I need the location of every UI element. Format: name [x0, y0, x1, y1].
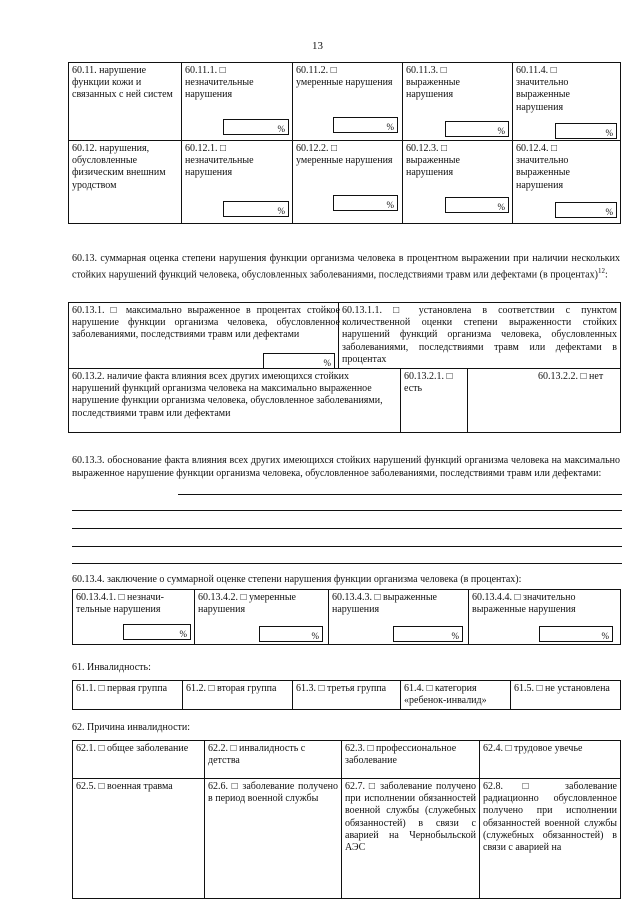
- percent-field[interactable]: %: [445, 197, 509, 213]
- percent-field[interactable]: %: [445, 121, 509, 137]
- option-code: 60.12.1. □: [185, 143, 227, 154]
- percent-field[interactable]: %: [259, 626, 323, 642]
- paragraph-60-13-3: 60.13.3. обоснование факта влияния всех других имеющихся стойких нарушений функций организма человека на максимально выраженное нарушение функции организма человека, обусловленное заболеваниями, последствиями травм или дефектами:: [72, 455, 620, 479]
- option-cell-60-13-1[interactable]: [69, 303, 339, 369]
- option-code: 60.11.2. □: [296, 65, 337, 76]
- percent-field[interactable]: %: [223, 201, 289, 217]
- option-text: 60.13.1. □ максимально выраженное в процентах стойкое нарушение функции организма человека, обусловленное заболеваниями, последствиями травм или дефектами: [72, 305, 340, 341]
- table-row: [69, 303, 621, 369]
- option-cell[interactable]: 62.1. □ общее заболевание: [73, 741, 205, 779]
- heading-60-13-4: 60.13.4. заключение о суммарной оценке степени нарушения функции организма человека (в процентах):: [72, 574, 522, 585]
- option-cell[interactable]: 61.2. □ вторая группа: [183, 681, 293, 710]
- option-text: выраженные нарушения: [406, 77, 460, 101]
- option-text: 60.13.4.4. □ значительно выраженные нарушения: [472, 592, 576, 616]
- option-cell[interactable]: [195, 590, 329, 645]
- fill-line[interactable]: [178, 494, 622, 495]
- option-cell[interactable]: 62.5. □ военная травма: [73, 779, 205, 899]
- option-cell[interactable]: [293, 63, 403, 141]
- table-60-11-12: [68, 62, 621, 224]
- option-text: 60.13.4.2. □ умеренные нарушения: [198, 592, 296, 616]
- option-cell[interactable]: [469, 590, 621, 645]
- option-cell[interactable]: 62.8. □ заболевание радиационно обусловленное получено при исполнении обязанностей военной службы (служебных обязанностей) в связи с аварией на: [480, 779, 621, 899]
- option-cell[interactable]: [513, 141, 621, 224]
- option-cell[interactable]: 61.4. □ категория «ребенок-инвалид»: [401, 681, 511, 710]
- fill-line[interactable]: [72, 563, 622, 564]
- option-code: 60.11.1. □: [185, 65, 226, 76]
- heading-61: 61. Инвалидность:: [72, 662, 151, 673]
- table-row: [69, 63, 621, 141]
- paragraph-60-13-text: 60.13. суммарная оценка степени нарушения функции организма человека в процентном выражении при наличии нескольких стойких нарушений функций человека, обусловленных заболеваниями, последствиями травм или дефектами (в процентах): [72, 253, 620, 281]
- option-cell[interactable]: 61.3. □ третья группа: [293, 681, 401, 710]
- option-cell[interactable]: 62.3. □ профессиональное заболевание: [342, 741, 480, 779]
- table-60-13-4: [72, 589, 621, 645]
- option-cell[interactable]: [513, 63, 621, 141]
- table-61: [72, 680, 621, 710]
- option-text: умеренные нарушения: [296, 155, 393, 167]
- option-cell[interactable]: 62.6. □ заболевание получено в период военной службы: [205, 779, 342, 899]
- paragraph-60-13: 60.13. суммарная оценка степени нарушения функции организма человека в процентном выражении при наличии нескольких стойких нарушений функций человека, обусловленных заболеваниями, последствиями травм или дефектами (в процентах)$^{12}$:: [72, 253, 620, 281]
- option-code: 60.11.3. □: [406, 65, 447, 76]
- table-row: [73, 590, 621, 645]
- row-label: 60.12. нарушения, обусловленные физическим внешним уродством: [69, 141, 182, 224]
- percent-field[interactable]: %: [393, 626, 463, 642]
- fill-line[interactable]: [72, 510, 622, 511]
- fill-line[interactable]: [72, 528, 622, 529]
- fill-line[interactable]: [72, 546, 622, 547]
- option-text: 60.13.4.1. □ незначи-тельные нарушения: [76, 592, 165, 616]
- option-cell[interactable]: [182, 141, 293, 224]
- table-row: [69, 369, 621, 433]
- option-cell[interactable]: [403, 141, 513, 224]
- percent-field[interactable]: %: [123, 624, 191, 640]
- footnote-mark: 12: [597, 267, 605, 275]
- percent-field[interactable]: %: [263, 353, 335, 369]
- percent-field[interactable]: %: [223, 119, 289, 135]
- table-row: [73, 741, 621, 779]
- option-cell-60-13-2-2[interactable]: 60.13.2.2. □ нет: [468, 369, 621, 433]
- option-cell[interactable]: [329, 590, 469, 645]
- table-62: [72, 740, 621, 899]
- percent-field[interactable]: %: [539, 626, 613, 642]
- option-cell[interactable]: [182, 63, 293, 141]
- option-code: 60.11.4. □: [516, 65, 557, 76]
- option-cell[interactable]: 61.5. □ не установлена: [511, 681, 621, 710]
- option-cell[interactable]: 61.1. □ первая группа: [73, 681, 183, 710]
- description-60-13-2: 60.13.2. наличие факта влияния всех других имеющихся стойких нарушений функций организма человека на максимально выраженное нарушение функции организма человека, обусловленное заболеваниями, последствиями травм или дефектами: [69, 369, 401, 433]
- table-row: [73, 681, 621, 710]
- option-code: 60.12.2. □: [296, 143, 338, 154]
- option-cell[interactable]: 62.7. □ заболевание получено при исполнении обязанностей военной службы (служебных обязанностей) в связи с аварией на Чернобыльской АЭС: [342, 779, 480, 899]
- table-60-13: [68, 302, 621, 433]
- option-text: выраженные нарушения: [406, 155, 460, 179]
- option-cell[interactable]: [293, 141, 403, 224]
- option-cell[interactable]: 62.2. □ инвалидность с детства: [205, 741, 342, 779]
- page-number: 13: [312, 40, 323, 52]
- option-cell[interactable]: [403, 63, 513, 141]
- option-cell[interactable]: 62.4. □ трудовое увечье: [480, 741, 621, 779]
- option-text: умеренные нарушения: [296, 77, 393, 89]
- option-code: 60.12.3. □: [406, 143, 448, 154]
- heading-62: 62. Причина инвалидности:: [72, 722, 191, 733]
- percent-field[interactable]: %: [333, 195, 398, 211]
- option-cell[interactable]: [73, 590, 195, 645]
- option-text: значительно выраженные нарушения: [516, 77, 570, 113]
- option-text: незначительные нарушения: [185, 77, 254, 101]
- option-cell-60-13-1-1[interactable]: 60.13.1.1. □ установлена в соответствии с пунктом количественной оценки степени выраженности стойких нарушений функций организма человека, обусловленных заболеваниями, последствиями травм или дефектами в процентах: [339, 303, 621, 369]
- percent-field[interactable]: %: [555, 123, 617, 139]
- option-text: значительно выраженные нарушения: [516, 155, 570, 191]
- percent-field[interactable]: %: [333, 117, 398, 133]
- option-text: незначительные нарушения: [185, 155, 254, 179]
- option-cell-60-13-2-1[interactable]: 60.13.2.1. □ есть: [401, 369, 468, 433]
- table-row: [73, 779, 621, 899]
- percent-field[interactable]: %: [555, 202, 617, 218]
- row-label: 60.11. нарушение функции кожи и связанных с ней систем: [69, 63, 182, 141]
- option-code: 60.12.4. □: [516, 143, 558, 154]
- option-text: 60.13.4.3. □ выраженные нарушения: [332, 592, 437, 616]
- table-row: [69, 141, 621, 224]
